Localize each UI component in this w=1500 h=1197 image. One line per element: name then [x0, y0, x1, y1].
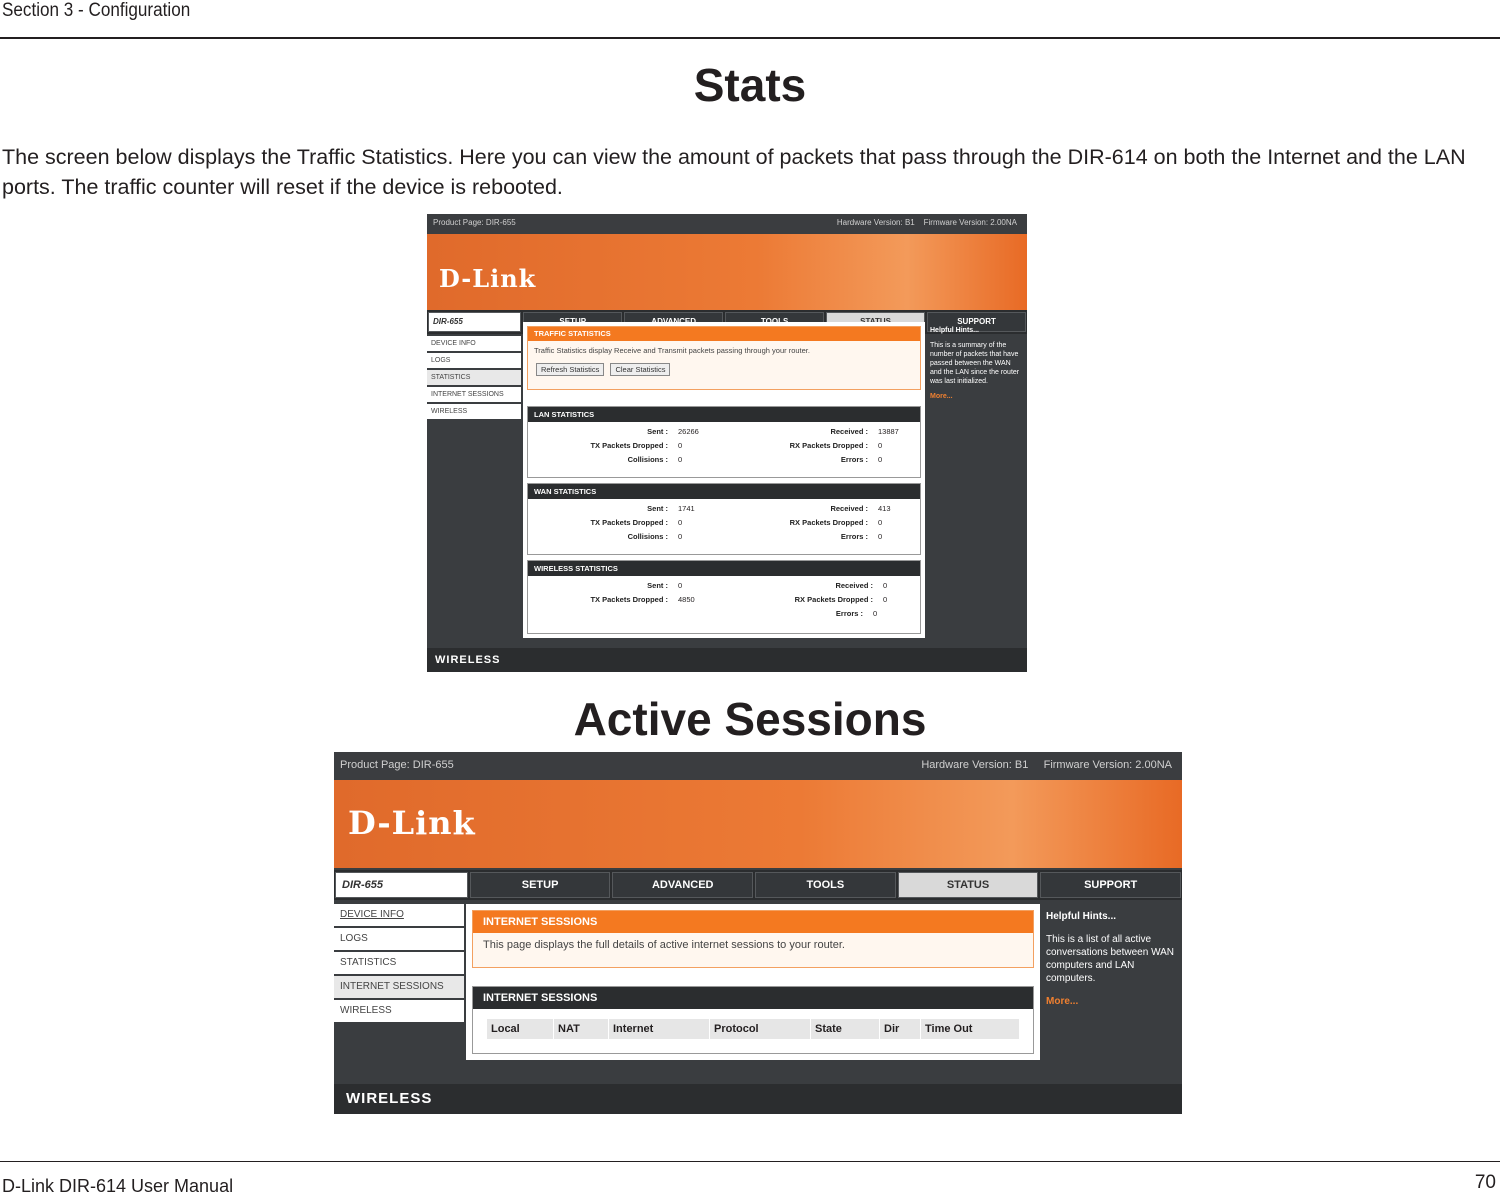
wireless-rx-dropped-value: 0 [883, 595, 888, 604]
wan-tx-dropped-label: TX Packets Dropped : [590, 518, 668, 527]
wireless-sent-label: Sent : [647, 581, 668, 590]
nav-device-info[interactable]: DEVICE INFO [334, 904, 464, 928]
col-time-out: Time Out [925, 1023, 973, 1035]
nav-internet-sessions[interactable]: INTERNET SESSIONS [427, 387, 521, 404]
wireless-statistics-box [527, 560, 921, 634]
lan-received-label: Received : [830, 427, 868, 436]
product-page-label: Product Page: DIR-655 [433, 218, 516, 227]
router-footer: WIRELESS [427, 648, 1027, 672]
wireless-errors-value: 0 [873, 609, 878, 618]
more-link[interactable]: More... [1046, 996, 1079, 1007]
wireless-errors-label: Errors : [835, 609, 863, 618]
tab-setup[interactable]: SETUP [470, 872, 611, 898]
lan-sent-label: Sent : [647, 427, 668, 436]
wan-errors-label: Errors : [840, 532, 868, 541]
nav-logs[interactable]: LOGS [334, 928, 464, 952]
lan-collisions-label: Collisions : [627, 455, 668, 464]
lan-tx-dropped-value: 0 [678, 441, 683, 450]
manual-title: D-Link DIR-614 User Manual [2, 1176, 234, 1196]
helpful-hints-text: This is a summary of the number of packets that have passed between the WAN and the LAN since the router was last initialized. [930, 342, 1020, 385]
lan-collisions-value: 0 [678, 455, 683, 464]
active-sessions-heading: Active Sessions [573, 693, 927, 745]
left-nav [427, 336, 521, 421]
wan-errors-value: 0 [878, 532, 883, 541]
refresh-statistics-button[interactable]: Refresh Statistics [536, 363, 604, 376]
col-dir: Dir [880, 1019, 921, 1039]
dlink-logo: D-Link [439, 264, 537, 293]
wireless-rx-dropped-label: RX Packets Dropped : [794, 595, 873, 604]
footer-rule [0, 1161, 1500, 1162]
wireless-sent-value: 0 [678, 581, 683, 590]
wireless-tx-dropped-value: 4850 [678, 595, 695, 604]
nav-logs[interactable]: LOGS [427, 353, 521, 370]
wan-received-value: 413 [878, 504, 891, 513]
intro-line-1: The screen below displays the Traffic Statistics. Here you can view the amount of packets that pass through the DIR-614 on both the Internet and the LAN [2, 145, 1466, 169]
col-protocol: Protocol [710, 1019, 811, 1039]
stats-intro [2, 142, 1500, 202]
model-label: DIR-655 [335, 872, 468, 898]
nav-wireless[interactable]: WIRELESS [334, 1000, 464, 1024]
nav-statistics[interactable]: STATISTICS [427, 370, 521, 387]
helpful-hints [1046, 910, 1176, 1008]
wan-statistics-title: WAN STATISTICS [528, 484, 920, 499]
nav-internet-sessions[interactable]: INTERNET SESSIONS [334, 976, 464, 1000]
internet-sessions-title: INTERNET SESSIONS [473, 911, 1033, 933]
col-state: State [811, 1019, 880, 1039]
router-topbar [334, 752, 1182, 780]
wan-received-label: Received : [830, 504, 868, 513]
firmware-version: Firmware Version: 2.00NA [923, 218, 1017, 227]
dlink-logo: D-Link [348, 804, 476, 842]
lan-rx-dropped-label: RX Packets Dropped : [789, 441, 868, 450]
router-tabs [334, 870, 1182, 900]
sessions-table-header [487, 1019, 1019, 1039]
helpful-hints-title: Helpful Hints... [1046, 911, 1116, 922]
model-label: DIR-655 [428, 312, 521, 332]
helpful-hints-title: Helpful Hints... [930, 327, 979, 334]
lan-errors-label: Errors : [840, 455, 868, 464]
firmware-version: Firmware Version: 2.00NA [1043, 759, 1172, 771]
nav-wireless[interactable]: WIRELESS [427, 404, 521, 421]
tab-support[interactable]: SUPPORT [927, 312, 1026, 332]
lan-errors-value: 0 [878, 455, 883, 464]
main-panel [523, 322, 925, 638]
wan-collisions-value: 0 [678, 532, 683, 541]
router-topbar [427, 214, 1027, 234]
wan-rx-dropped-label: RX Packets Dropped : [789, 518, 868, 527]
wireless-tx-dropped-label: TX Packets Dropped : [590, 595, 668, 604]
clear-statistics-button[interactable]: Clear Statistics [610, 363, 670, 376]
hardware-version: Hardware Version: B1 [921, 759, 1029, 771]
tab-status[interactable]: STATUS [898, 872, 1039, 898]
traffic-statistics-box [527, 326, 921, 390]
tab-tools[interactable]: TOOLS [755, 872, 896, 898]
col-nat: NAT [554, 1019, 609, 1039]
internet-sessions-desc: This page displays the full details of active internet sessions to your router. [483, 939, 845, 951]
traffic-statistics-screenshot [427, 214, 1027, 672]
col-local: Local [487, 1019, 554, 1039]
wan-collisions-label: Collisions : [627, 532, 668, 541]
helpful-hints [930, 326, 1024, 401]
wireless-received-label: Received : [835, 581, 873, 590]
product-page-label: Product Page: DIR-655 [340, 759, 454, 771]
traffic-statistics-title: TRAFFIC STATISTICS [528, 327, 920, 341]
internet-sessions-box [472, 910, 1034, 968]
col-internet: Internet [609, 1019, 710, 1039]
hardware-version: Hardware Version: B1 [836, 218, 915, 227]
lan-tx-dropped-label: TX Packets Dropped : [590, 441, 668, 450]
wan-tx-dropped-value: 0 [678, 518, 683, 527]
wan-sent-label: Sent : [647, 504, 668, 513]
helpful-hints-text: This is a list of all active conversations between WAN computers and LAN computers. [1046, 934, 1175, 984]
router-footer: WIRELESS [334, 1084, 1182, 1114]
stats-heading: Stats [693, 59, 807, 111]
wireless-received-value: 0 [883, 581, 888, 590]
wan-rx-dropped-value: 0 [878, 518, 883, 527]
tab-support[interactable]: SUPPORT [1040, 872, 1181, 898]
router-banner [334, 780, 1182, 868]
wireless-statistics-title: WIRELESS STATISTICS [528, 561, 920, 576]
sessions-table-box [472, 986, 1034, 1054]
router-banner [427, 234, 1027, 310]
wan-statistics-box [527, 483, 921, 555]
intro-line-2: ports. The traffic counter will reset if the device is rebooted. [2, 175, 563, 199]
active-sessions-screenshot [334, 752, 1182, 1114]
lan-rx-dropped-value: 0 [878, 441, 883, 450]
left-nav [334, 904, 464, 1024]
header-rule [0, 37, 1500, 39]
lan-statistics-title: LAN STATISTICS [528, 407, 920, 422]
main-panel [466, 904, 1040, 1060]
sessions-table-title: INTERNET SESSIONS [473, 987, 1033, 1009]
more-link[interactable]: More... [930, 393, 953, 400]
wan-sent-value: 1741 [678, 504, 695, 513]
tab-advanced[interactable]: ADVANCED [612, 872, 753, 898]
page-number: 70 [1474, 1172, 1496, 1193]
lan-statistics-box [527, 406, 921, 478]
nav-statistics[interactable]: STATISTICS [334, 952, 464, 976]
nav-device-info[interactable]: DEVICE INFO [427, 336, 521, 353]
lan-received-value: 13887 [878, 427, 899, 436]
traffic-statistics-desc: Traffic Statistics display Receive and Transmit packets passing through your router. [534, 346, 810, 355]
section-header: Section 3 - Configuration [2, 0, 191, 21]
lan-sent-value: 26266 [678, 427, 699, 436]
